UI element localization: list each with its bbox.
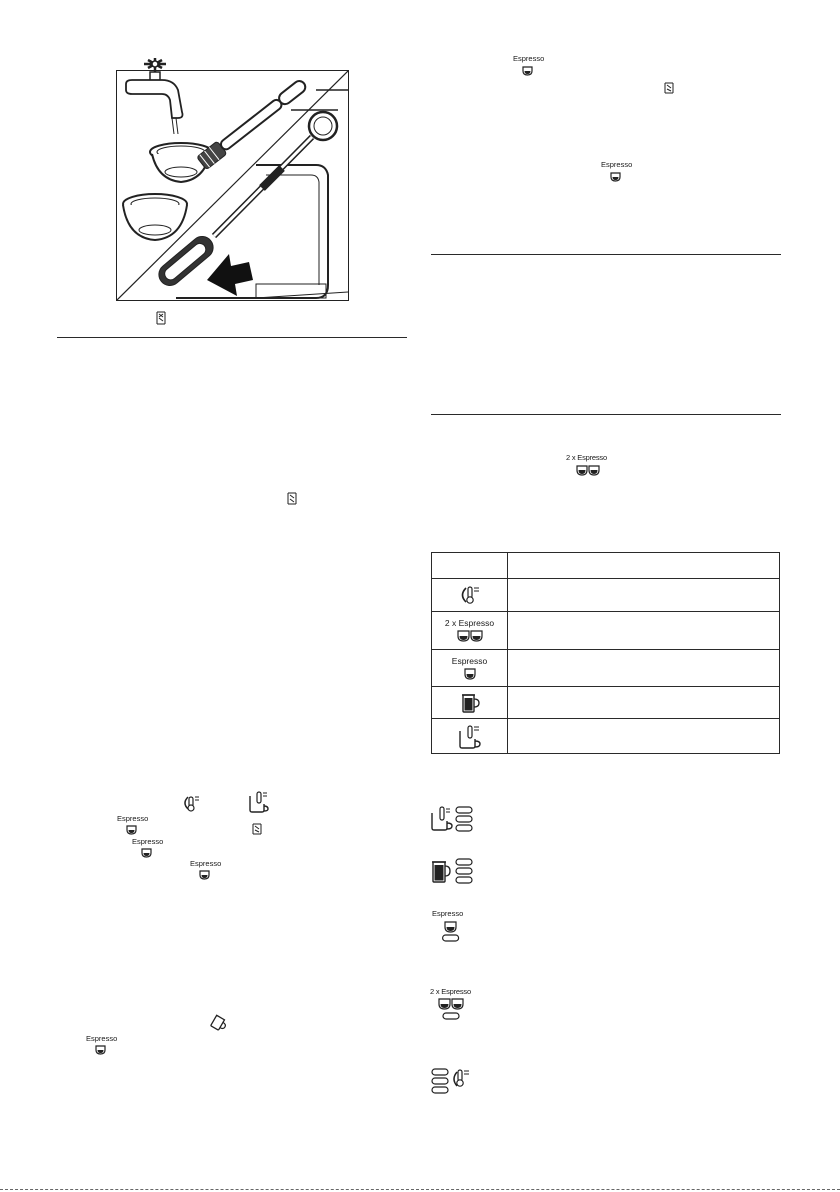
double-espresso-icon [457,630,483,642]
table-row [432,686,779,718]
table-row [432,649,779,686]
double-espresso-label: 2 x Espresso [444,618,495,628]
espresso-icon: Espresso [128,838,164,860]
espresso-icon: Espresso [186,860,222,882]
section-divider [431,254,781,255]
espresso-icon: Espresso [509,55,545,81]
espresso-icon: Espresso [597,161,633,187]
hot-water-jug-indicator [429,856,477,886]
double-espresso-indicator: 2 x Espresso [430,988,480,1022]
espresso-icon [464,668,476,680]
descale-icon [155,311,167,325]
page-bottom-rule [0,1189,840,1190]
table-icon-cell [432,612,507,649]
arrow-icon [205,250,255,298]
espresso-indicator: Espresso [430,910,470,944]
section-divider [57,337,407,338]
milk-jug-thermo-icon [248,790,270,814]
espresso-label: Espresso [451,655,488,666]
descale-icon [664,82,674,94]
steam-icon [181,794,201,812]
table-icon-cell [432,579,507,611]
steam-indicator [430,1066,474,1096]
table-icon-cell [432,719,507,754]
descale-icon [287,492,297,505]
espresso-icon: Espresso [82,1035,118,1057]
milk-jug-thermo-indicator [429,804,477,834]
hot-water-jug-icon [460,692,480,714]
milk-jug-thermo-icon [458,724,482,750]
steam-icon [459,585,481,605]
table-row [432,718,779,754]
double-espresso-icon: 2 x Espresso [563,454,613,480]
table-row [432,578,779,611]
descale-icon [252,823,262,835]
table-header-row [432,553,779,578]
espresso-icon: Espresso [113,815,149,837]
section-divider [431,414,781,415]
cleaning-pin-icon [200,106,350,246]
table-row [432,611,779,649]
table-icon-cell [432,687,507,718]
table-icon-cell [432,650,507,686]
button-function-table [431,552,780,754]
faucet-icon [122,56,192,136]
pour-jug-icon [208,1014,228,1032]
